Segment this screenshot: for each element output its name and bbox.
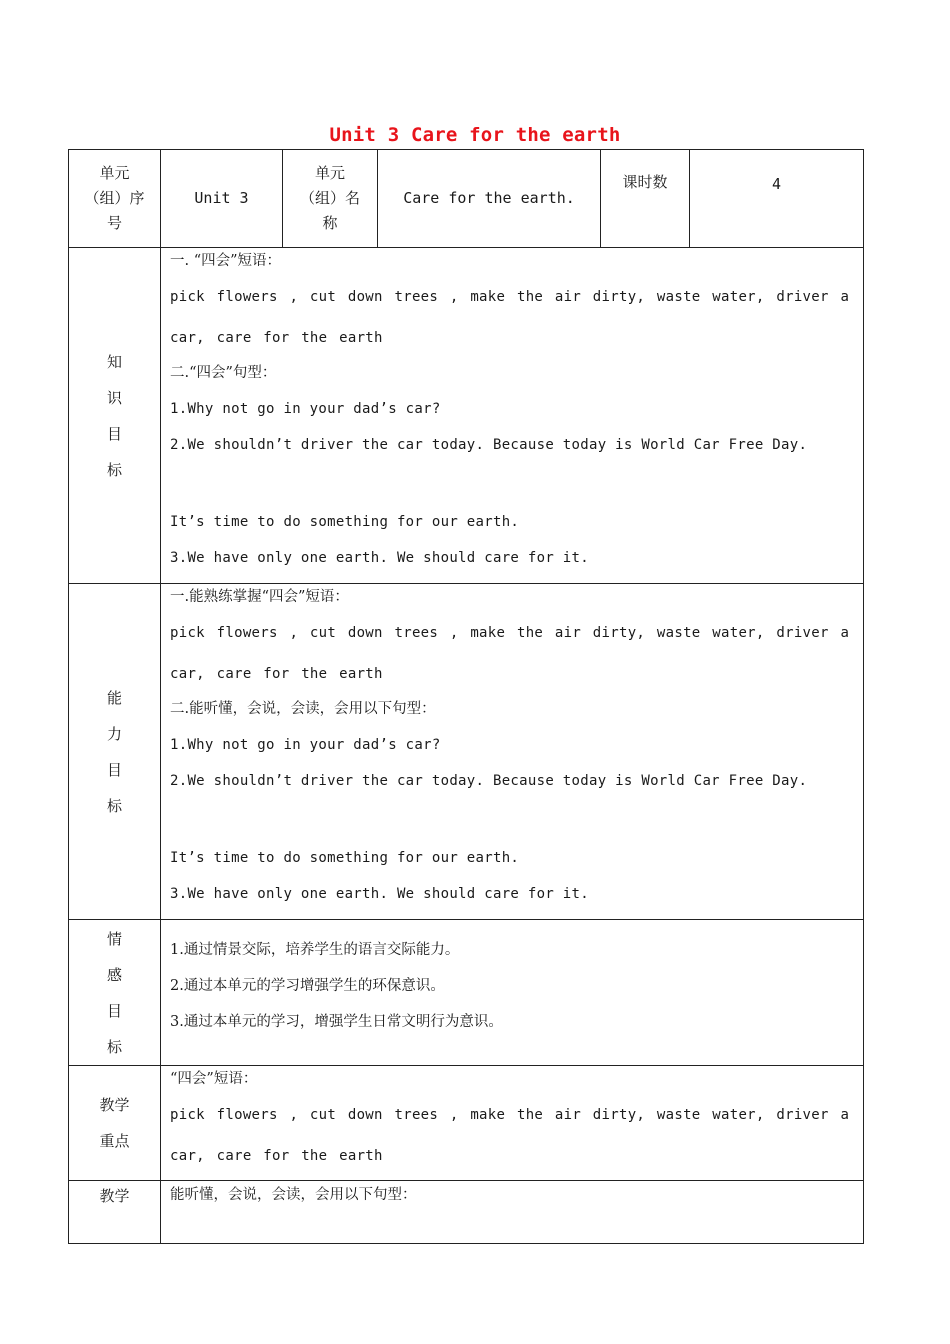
content-line: It’s time to do something for our earth. bbox=[170, 850, 520, 866]
content-line: 2.We shouldn’t driver the car today. Because today is World Car Free Day. bbox=[170, 773, 808, 789]
knowledge-content bbox=[161, 248, 864, 584]
content-line: 一. “四会”短语： bbox=[170, 253, 282, 269]
key-points-content bbox=[161, 1066, 864, 1181]
content-line: 二.能听懂，会说，会读，会用以下句型： bbox=[170, 701, 436, 717]
hours-label: 课时数 bbox=[601, 150, 690, 248]
content-line: pick flowers , cut down trees , make the air dirty, waste water, driver a bbox=[170, 289, 850, 305]
ability-content bbox=[161, 584, 864, 920]
knowledge-label: 知 识 目 标 bbox=[69, 248, 161, 584]
content-line: 3.We have only one earth. We should care for it. bbox=[170, 550, 589, 566]
content-line: pick flowers , cut down trees , make the air dirty, waste water, driver a bbox=[170, 1107, 850, 1123]
lesson-plan-table bbox=[68, 149, 864, 1244]
content-line: 2.We shouldn’t driver the car today. Because today is World Car Free Day. bbox=[170, 437, 808, 453]
key-points-label: 教学 重点 bbox=[69, 1066, 161, 1181]
content-line: pick flowers , cut down trees , make the air dirty, waste water, driver a bbox=[170, 625, 850, 641]
difficult-content bbox=[161, 1181, 864, 1244]
key-points-row bbox=[69, 1066, 864, 1181]
content-line: 能听懂，会说，会读，会用以下句型： bbox=[170, 1187, 417, 1203]
unit-name-value: Care for the earth. bbox=[378, 150, 601, 248]
ability-label: 能 力 目 标 bbox=[69, 584, 161, 920]
content-line: 2.通过本单元的学习增强学生的环保意识。 bbox=[170, 978, 445, 994]
content-line: 3.通过本单元的学习，增强学生日常文明行为意识。 bbox=[170, 1014, 503, 1030]
content-line: “四会”短语： bbox=[170, 1071, 258, 1087]
content-line: 1.Why not go in your dad’s car? bbox=[170, 737, 441, 753]
emotion-label: 情 感 目 标 bbox=[69, 920, 161, 1066]
ability-row bbox=[69, 584, 864, 920]
content-line: 一.能熟练掌握“四会”短语： bbox=[170, 589, 349, 605]
content-line: 二.“四会”句型： bbox=[170, 365, 277, 381]
unit-name-label: 单元 （组）名 称 bbox=[283, 150, 378, 248]
knowledge-row bbox=[69, 248, 864, 584]
document-title: Unit 3 Care for the earth bbox=[329, 124, 621, 146]
unit-number-label: 单元 （组）序 号 bbox=[69, 150, 161, 248]
emotion-content bbox=[161, 920, 864, 1066]
content-line: 3.We have only one earth. We should care for it. bbox=[170, 886, 589, 902]
content-line: car, care for the earth bbox=[170, 666, 383, 682]
content-line: 1.Why not go in your dad’s car? bbox=[170, 401, 441, 417]
emotion-row bbox=[69, 920, 864, 1066]
unit-number-value: Unit 3 bbox=[161, 150, 283, 248]
content-line: It’s time to do something for our earth. bbox=[170, 514, 520, 530]
header-row bbox=[69, 150, 864, 248]
content-line: car, care for the earth bbox=[170, 1148, 383, 1164]
content-line: car, care for the earth bbox=[170, 330, 383, 346]
hours-value: 4 bbox=[690, 150, 864, 248]
content-line: 1.通过情景交际，培养学生的语言交际能力。 bbox=[170, 942, 460, 958]
difficult-label: 教学 bbox=[69, 1181, 161, 1244]
difficult-row bbox=[69, 1181, 864, 1244]
